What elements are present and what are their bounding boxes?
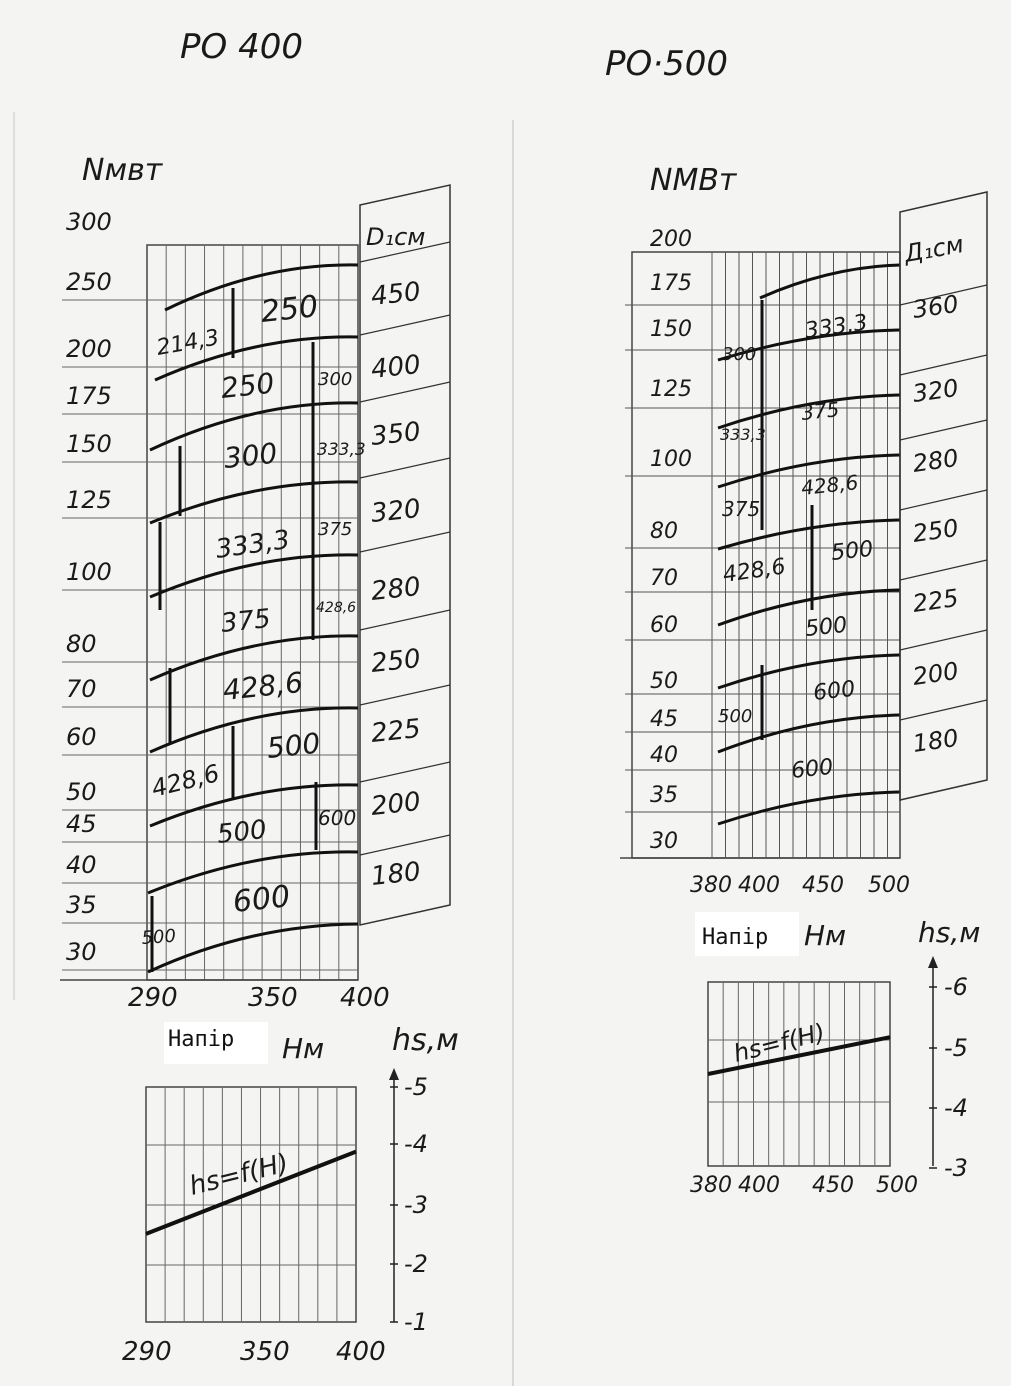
- region-label: 500: [718, 706, 753, 727]
- y-tick-label: 70: [66, 675, 97, 703]
- y-tick-label: 35: [650, 783, 678, 808]
- diameter-tick: 350: [369, 416, 423, 452]
- y-tick-label: 70: [650, 566, 678, 591]
- diameter-divider: [360, 685, 450, 705]
- power-curve: [718, 520, 900, 549]
- diameter-panel-lines: [360, 242, 450, 855]
- y-tick-label: 60: [66, 723, 97, 751]
- region-label: 600: [790, 754, 835, 784]
- diameter-tick-labels: [911, 290, 960, 758]
- region-label: 600: [231, 879, 292, 920]
- y-tick-label: 100: [650, 447, 692, 472]
- diameter-tick: 360: [910, 289, 961, 324]
- diameter-label: D₁см: [366, 223, 426, 251]
- hs-y-ticks: [929, 973, 968, 1182]
- power-curve: [148, 924, 358, 972]
- hs-grid: [146, 1068, 399, 1322]
- region-label: 428,6: [221, 665, 305, 707]
- hs-y-tick-label: -3: [404, 1191, 428, 1219]
- diameter-tick: 320: [369, 493, 423, 529]
- hs-x-tick-label: 400: [336, 1337, 386, 1367]
- y-tick-label: 100: [66, 558, 112, 586]
- diameter-divider: [900, 700, 987, 720]
- x-tick-labels: [128, 983, 390, 1013]
- hs-y-ticks: [390, 1073, 428, 1336]
- hs-x-ticks: [690, 1173, 918, 1198]
- y-tick-label: 150: [66, 430, 112, 458]
- chart-ro500: [605, 44, 987, 1198]
- chart-title: РО 400: [180, 27, 303, 67]
- hs-y-tick-label: -2: [404, 1250, 428, 1278]
- x-tick-label: 380: [690, 873, 732, 898]
- x-tick-label: 400: [738, 873, 780, 898]
- hs-x-ticks: [122, 1337, 386, 1367]
- region-label: 333,3: [803, 310, 870, 344]
- y-axis-label: Nмвт: [82, 153, 163, 188]
- hs-y-tick-label: -3: [944, 1154, 968, 1182]
- y-tick-label: 200: [650, 227, 692, 252]
- diameter-divider: [900, 630, 987, 650]
- y-tick-label: 80: [650, 519, 678, 544]
- y-axis-label: NМВт: [650, 163, 737, 198]
- y-tick-label: 60: [650, 613, 678, 638]
- y-tick-label: 35: [66, 891, 97, 919]
- region-label: 500: [215, 814, 269, 850]
- diameter-tick: 180: [369, 856, 423, 892]
- region-label: 375: [800, 397, 841, 425]
- diameter-tick: 400: [369, 349, 423, 385]
- y-tick-label: 40: [66, 851, 97, 879]
- hs-y-axis-arrow: [389, 1068, 399, 1080]
- region-label: 214,3: [154, 325, 222, 361]
- power-curve: [760, 265, 900, 298]
- diameter-tick: 180: [910, 723, 961, 758]
- x-tick-labels: [690, 873, 910, 898]
- diameter-tick: 450: [369, 276, 423, 312]
- hs-y-label: hs,м: [918, 916, 981, 949]
- y-tick-label: 125: [650, 377, 692, 402]
- y-tick-label: 200: [66, 335, 112, 363]
- hs-x-label: Hм: [804, 919, 847, 952]
- chart-title: РО·500: [605, 44, 728, 84]
- y-tick-label: 175: [650, 271, 692, 296]
- diameter-divider: [900, 420, 987, 440]
- x-tick-label: 450: [802, 873, 844, 898]
- y-tick-label: 50: [66, 778, 97, 806]
- hs-y-tick-label: -4: [944, 1094, 968, 1122]
- diameter-tick: 225: [910, 583, 961, 618]
- region-label: 333,3: [317, 440, 366, 460]
- diameter-tick-labels: [370, 277, 423, 892]
- diameter-tick: 320: [910, 373, 961, 408]
- diameter-divider: [360, 835, 450, 855]
- region-label: 428,6: [316, 600, 357, 616]
- y-tick-label: 125: [66, 486, 112, 514]
- region-labels: [141, 289, 366, 949]
- diameter-label: Д₁см: [902, 229, 966, 268]
- y-tick-label: 300: [66, 208, 112, 236]
- hs-x-tick-label: 450: [812, 1173, 854, 1198]
- y-tick-labels: [650, 227, 692, 854]
- x-tick-label: 350: [248, 983, 298, 1013]
- region-label: 375: [722, 497, 761, 521]
- hs-y-tick-label: -5: [404, 1073, 428, 1101]
- region-label: 428,6: [148, 759, 223, 803]
- region-label: 375: [318, 519, 353, 540]
- head-label: Напір: [702, 925, 769, 950]
- region-label: 250: [259, 289, 320, 330]
- y-tick-label: 175: [66, 382, 112, 410]
- region-label: 428,6: [800, 470, 860, 500]
- region-labels: [718, 310, 874, 784]
- region-label: 500: [140, 925, 177, 949]
- diameter-divider: [360, 382, 450, 402]
- hs-y-label: hs,м: [392, 1023, 459, 1058]
- region-label: 300: [318, 369, 353, 390]
- y-tick-label: 250: [66, 268, 112, 296]
- region-label: 500: [804, 612, 849, 642]
- diameter-divider: [360, 762, 450, 782]
- hs-x-tick-label: 400: [738, 1173, 780, 1198]
- hs-y-tick-label: -5: [944, 1034, 968, 1062]
- diameter-tick: 280: [369, 571, 423, 607]
- region-label: 600: [318, 806, 357, 830]
- hs-x-tick-label: 500: [876, 1173, 918, 1198]
- hs-y-axis-arrow: [928, 956, 938, 968]
- y-tick-label: 30: [650, 829, 678, 854]
- diameter-panel: [900, 192, 987, 800]
- x-tick-label: 400: [340, 983, 390, 1013]
- region-label: 333,3: [720, 425, 766, 444]
- diameter-tick: 200: [369, 786, 423, 822]
- y-tick-label: 40: [650, 743, 678, 768]
- region-label: 300: [222, 436, 279, 475]
- diameter-divider: [900, 355, 987, 375]
- diameter-divider: [900, 490, 987, 510]
- hs-y-tick-label: -1: [404, 1308, 428, 1336]
- region-label: 600: [812, 676, 857, 706]
- head-label: Напір: [168, 1027, 235, 1052]
- hs-curve-label: hs=f(H): [186, 1148, 292, 1202]
- hs-y-tick-label: -6: [944, 973, 968, 1001]
- diameter-tick: 280: [910, 443, 961, 478]
- chart-ro400: [60, 27, 459, 1367]
- diameter-tick: 250: [369, 643, 423, 679]
- x-tick-label: 500: [868, 873, 910, 898]
- hs-curve-label: hs=f(H): [730, 1018, 828, 1068]
- diameter-divider: [360, 315, 450, 335]
- y-tick-labels: [66, 208, 112, 966]
- region-label: 500: [830, 536, 875, 566]
- y-tick-label: 30: [66, 938, 97, 966]
- hs-x-label: Hм: [282, 1032, 325, 1065]
- power-curve: [150, 708, 358, 752]
- power-curve: [718, 792, 900, 824]
- y-tick-label: 45: [66, 810, 97, 838]
- diameter-panel-lines: [900, 285, 987, 720]
- region-label: 500: [265, 726, 322, 765]
- region-label: 428,6: [721, 554, 788, 588]
- hs-y-tick-label: -4: [404, 1130, 428, 1158]
- diameter-divider: [360, 532, 450, 552]
- diameter-divider: [360, 610, 450, 630]
- hs-x-tick-label: 290: [122, 1337, 172, 1367]
- region-label: 300: [722, 344, 757, 365]
- power-curve: [150, 555, 358, 597]
- hs-x-tick-label: 350: [240, 1337, 290, 1367]
- diameter-divider: [900, 560, 987, 580]
- y-tick-label: 45: [650, 707, 678, 732]
- diameter-tick: 200: [910, 656, 961, 691]
- diameter-tick: 250: [910, 513, 961, 548]
- y-tick-label: 150: [650, 317, 692, 342]
- diameter-divider: [360, 458, 450, 478]
- diameter-tick: 225: [369, 713, 423, 749]
- y-tick-label: 50: [650, 669, 678, 694]
- region-label: 375: [219, 603, 273, 639]
- x-tick-label: 290: [128, 983, 178, 1013]
- region-label: 250: [219, 366, 276, 405]
- power-curve: [718, 655, 900, 688]
- region-label: 333,3: [213, 524, 292, 565]
- y-tick-label: 80: [66, 630, 97, 658]
- hs-x-tick-label: 380: [690, 1173, 732, 1198]
